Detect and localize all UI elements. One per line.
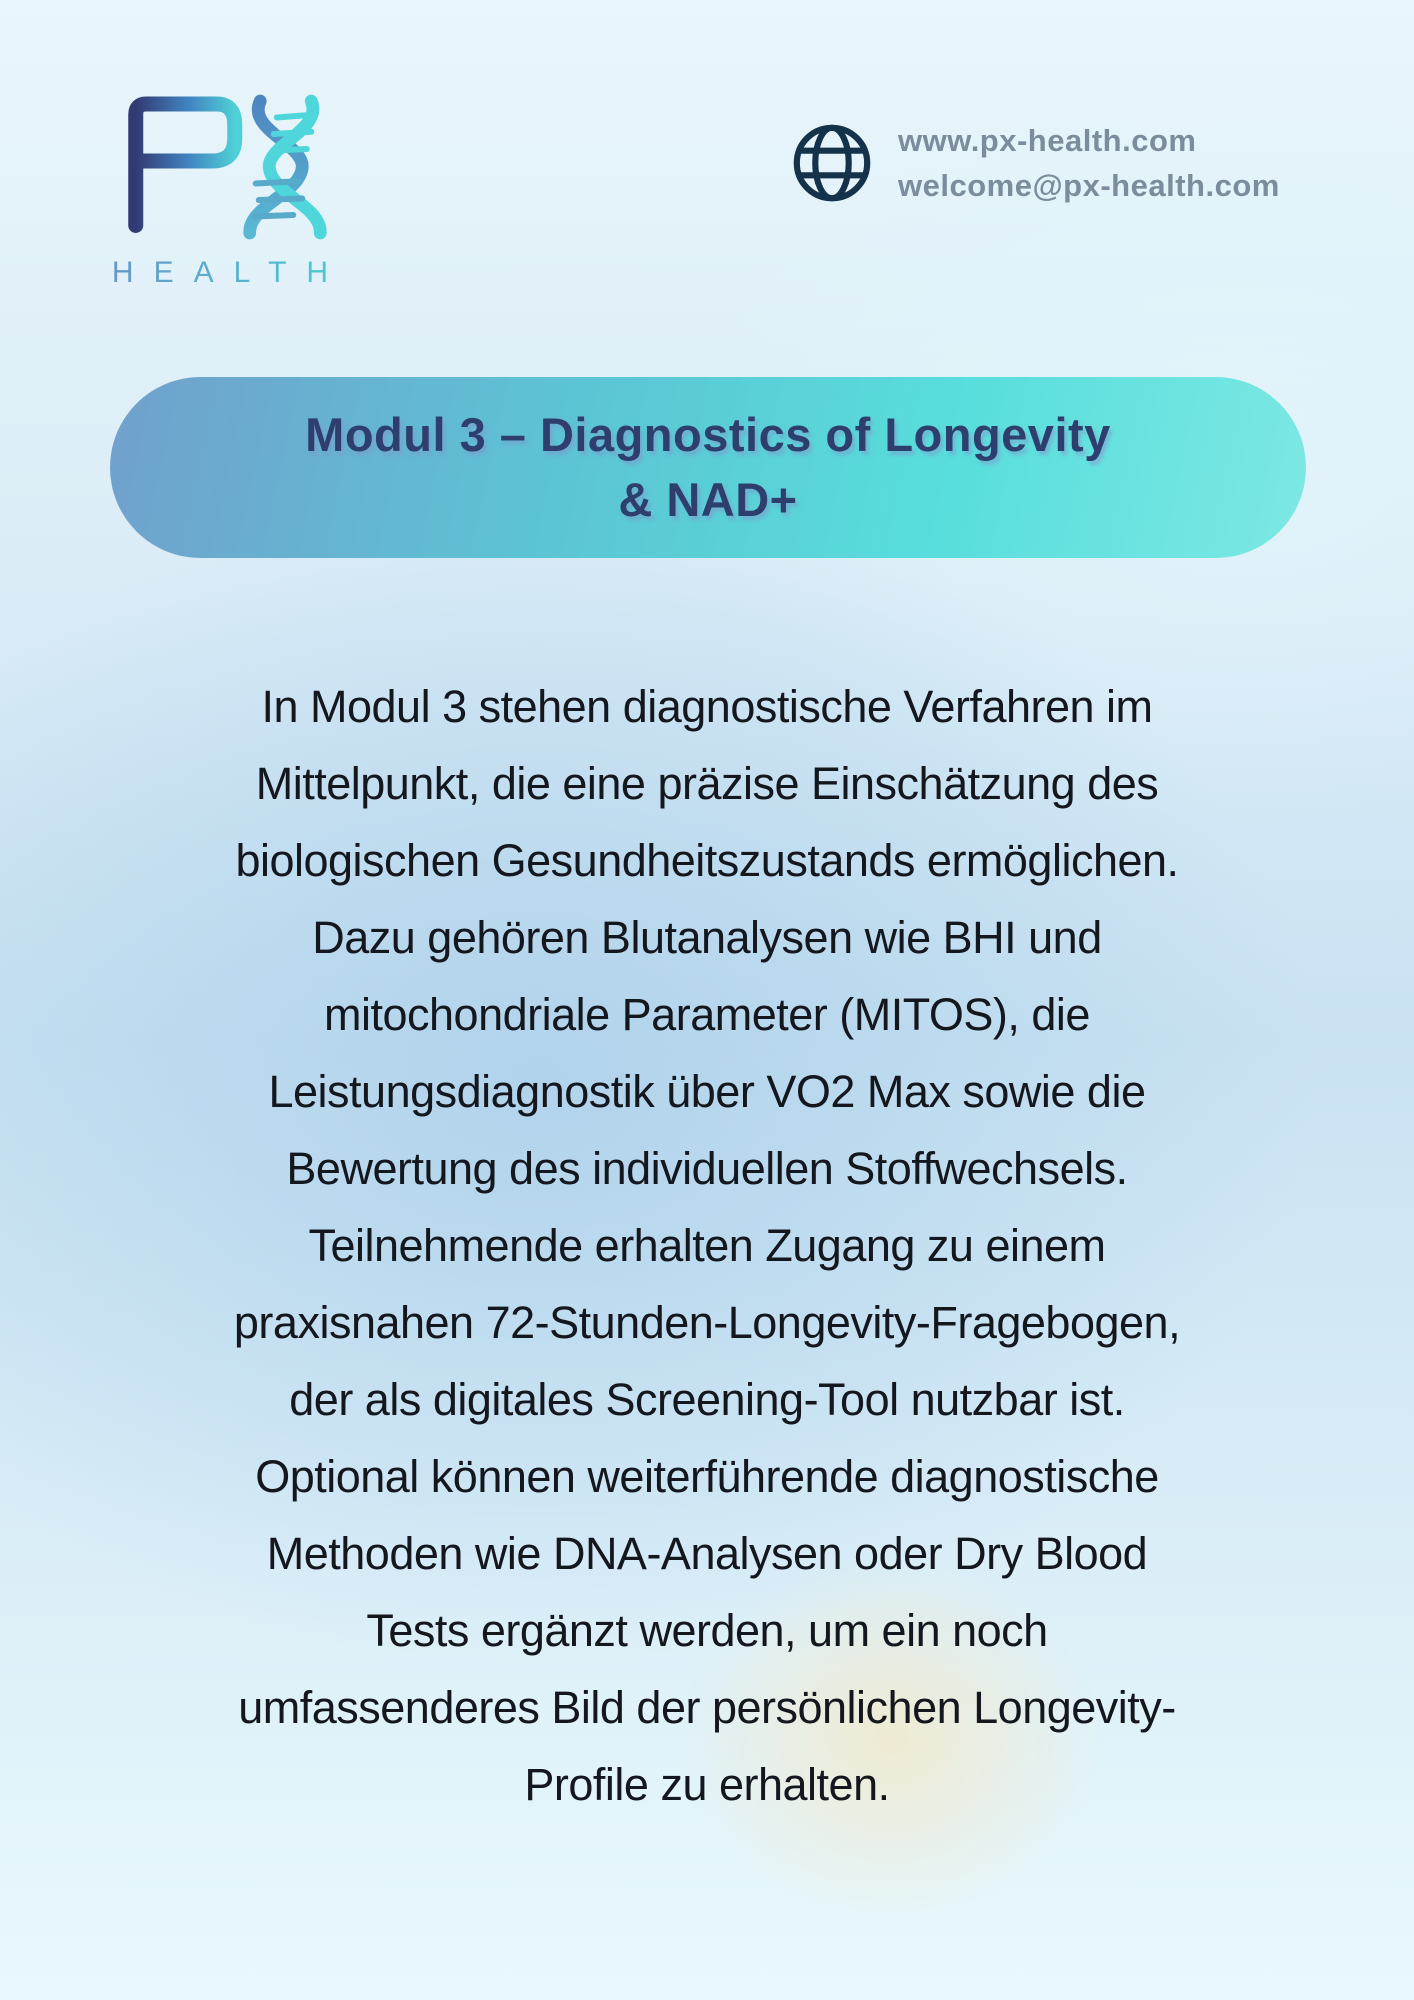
contact-block [788, 118, 1280, 208]
brand-logo [100, 92, 350, 290]
paragraph-line: In Modul 3 stehen diagnostische Verfahren im [261, 681, 1153, 732]
contact-lines [898, 118, 1280, 208]
px-dna-logo-icon [100, 92, 350, 242]
paragraph-line: mitochondriale Parameter (MITOS), die [324, 989, 1090, 1040]
letter-p-stroke [136, 104, 235, 226]
module-banner [110, 377, 1306, 558]
paragraph-line: Methoden wie DNA-Analysen oder Dry Blood [266, 1528, 1148, 1579]
paragraph-line: biologischen Gesundheitszustands ermöglichen. [235, 835, 1179, 886]
paragraph-line: Mittelpunkt, die eine präzise Einschätzung des [255, 758, 1159, 809]
paragraph-line: Profile zu erhalten. [524, 1759, 890, 1810]
email-text: welcome@px-health.com [898, 168, 1280, 203]
paragraph-line: praxisnahen 72-Stunden-Longevity-Fragebogen, [233, 1297, 1181, 1348]
globe-icon [788, 119, 876, 207]
health-label: HEALTH [102, 256, 348, 290]
paragraph-line: Optional können weiterführende diagnostische [255, 1451, 1159, 1502]
paragraph-line: Dazu gehören Blutanalysen wie BHI und [312, 912, 1102, 963]
banner-title-line1: Modul 3 – Diagnostics of Longevity [305, 408, 1111, 462]
body-paragraph [0, 668, 1414, 1823]
paragraph-line: Teilnehmende erhalten Zugang zu einem [308, 1220, 1106, 1271]
banner-title-line2: & NAD+ [618, 472, 798, 526]
website-text: www.px-health.com [898, 123, 1197, 158]
paragraph-line: Bewertung des individuellen Stoffwechsels. [286, 1143, 1128, 1194]
paragraph-line: Tests ergänzt werden, um ein noch [366, 1605, 1048, 1656]
paragraph-line: der als digitales Screening-Tool nutzbar ist. [289, 1374, 1125, 1425]
paragraph-line: Leistungsdiagnostik über VO2 Max sowie die [268, 1066, 1146, 1117]
paragraph-line: umfassenderes Bild der persönlichen Longevity- [238, 1682, 1176, 1733]
